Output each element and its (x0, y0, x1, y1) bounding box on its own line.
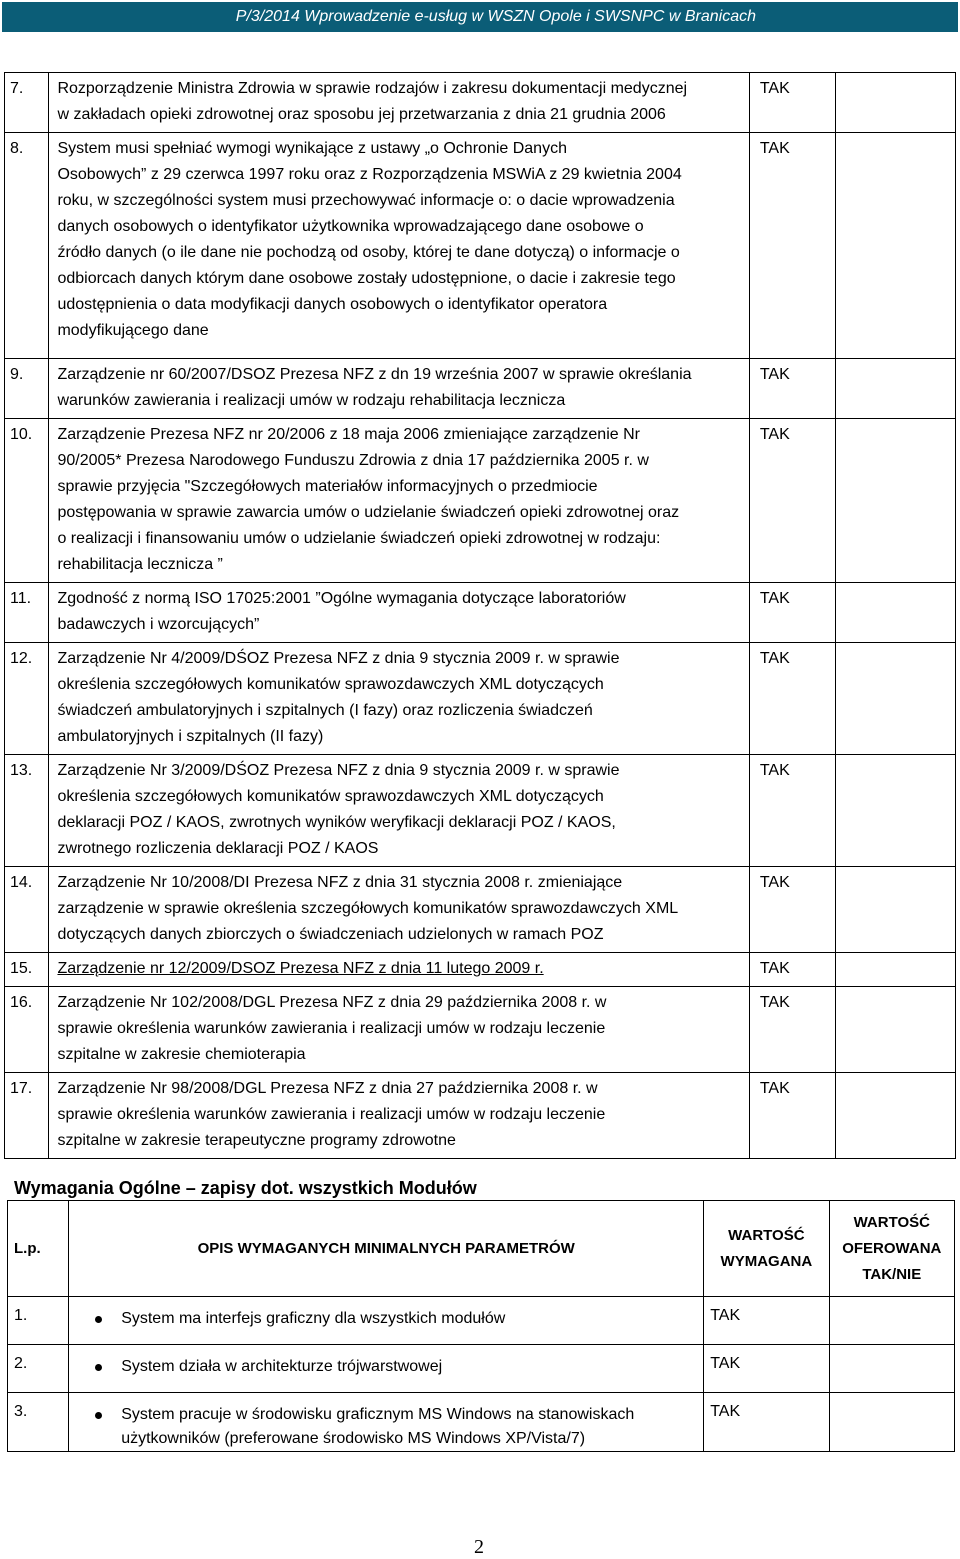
offered-value-cell (835, 419, 955, 583)
offered-value-cell (829, 1297, 954, 1345)
row-value: TAK (749, 583, 835, 643)
section-title: Wymagania Ogólne – zapisy dot. wszystkich Modułów (14, 1178, 477, 1198)
requirement-value: TAK (704, 1393, 829, 1452)
requirement-description (69, 1345, 704, 1393)
description-line: rehabilitacja lecznicza ” (57, 556, 223, 573)
bullet-icon (95, 1316, 102, 1323)
description-line: sprawie określenia warunków zawierania i realizacji umów w rodzaju leczenie (57, 1020, 606, 1037)
row-value: TAK (749, 133, 835, 359)
row-value: TAK (749, 755, 835, 867)
row-number: 8. (5, 133, 49, 359)
description-line: roku, w szczególności system musi przechowywać informacje o: o dacie wprowadzenia (57, 192, 675, 209)
description-line: System pracuje w środowisku graficznym MS Windows na stanowiskach (121, 1406, 635, 1423)
row-description (49, 1073, 749, 1159)
document-header (2, 2, 958, 32)
row-description (49, 73, 749, 133)
row-description (49, 359, 749, 419)
requirements-header-row (8, 1201, 955, 1297)
description-line: ambulatoryjnych i szpitalnych (II fazy) (57, 728, 324, 745)
row-number: 14. (5, 867, 49, 953)
description-line: badawczych i wzorcujących” (57, 616, 260, 633)
offered-value-cell (835, 1073, 955, 1159)
row-number: 16. (5, 987, 49, 1073)
row-number: 12. (5, 643, 49, 755)
offered-value-cell (835, 867, 955, 953)
description-line: dotyczących danych zbiorczych o świadczeniach udzielonych w ramach POZ (57, 926, 604, 943)
description-line: deklaracji POZ / KAOS, zwrotnych wyników weryfikacji deklaracji POZ / KAOS, (57, 814, 616, 831)
regulation-row (5, 755, 956, 867)
requirements-table (7, 1200, 955, 1452)
row-number: 13. (5, 755, 49, 867)
row-number: 10. (5, 419, 49, 583)
row-value: TAK (749, 359, 835, 419)
regulation-row (5, 73, 956, 133)
description-line: Zarządzenie Nr 10/2008/DI Prezesa NFZ z dnia 31 stycznia 2008 r. zmieniające (57, 874, 623, 891)
regulation-row (5, 419, 956, 583)
description-line: modyfikującego dane (57, 322, 209, 339)
header-ofe-line-1: WARTOŚĆ (853, 1213, 930, 1231)
offered-value-cell (835, 987, 955, 1073)
description-line: świadczeń ambulatoryjnych i szpitalnych (I fazy) oraz rozliczenia świadczeń (57, 702, 593, 719)
description-line: użytkowników (preferowane środowisko MS Windows XP/Vista/7) (121, 1430, 586, 1447)
row-number: 17. (5, 1073, 49, 1159)
row-value: TAK (749, 987, 835, 1073)
regulation-row (5, 867, 956, 953)
regulation-row (5, 987, 956, 1073)
bullet-icon (95, 1412, 102, 1419)
offered-value-cell (835, 73, 955, 133)
description-line: danych osobowych o identyfikator użytkownika wprowadzającego dane osobowe o (57, 218, 644, 235)
description-line: Zarządzenie Nr 98/2008/DGL Prezesa NFZ z dnia 27 października 2008 r. w (57, 1080, 598, 1097)
description-line: sprawie określenia warunków zawierania i realizacji umów w rodzaju leczenie (57, 1106, 606, 1123)
description-line: 90/2005* Prezesa Narodowego Funduszu Zdrowia z dnia 17 października 2005 r. w (57, 452, 649, 469)
offered-value-cell (835, 755, 955, 867)
description-line: postępowania w sprawie zawarcia umów o udzielanie świadczeń opieki zdrowotnej oraz (57, 504, 680, 521)
regulation-row (5, 1073, 956, 1159)
header-ofe-line-3: TAK/NIE (862, 1265, 922, 1283)
regulation-row (5, 133, 956, 359)
header-lp: L.p. (8, 1201, 69, 1297)
regulation-row (5, 953, 956, 987)
requirement-row (8, 1393, 955, 1452)
description-line: Zarządzenie nr 12/2009/DSOZ Prezesa NFZ z dnia 11 lutego 2009 r. (57, 960, 544, 977)
row-value: TAK (749, 953, 835, 987)
requirement-value: TAK (704, 1297, 829, 1345)
description-line: warunków zawierania i realizacji umów w rodzaju rehabilitacja lecznicza (57, 392, 566, 409)
header-wartosc-wymagana (704, 1201, 829, 1297)
row-value: TAK (749, 73, 835, 133)
offered-value-cell (835, 359, 955, 419)
requirement-row (8, 1345, 955, 1393)
requirement-number: 3. (8, 1393, 69, 1452)
description-line: w zakładach opieki zdrowotnej oraz sposobu jej przetwarzania z dnia 21 grudnia 2006 (57, 106, 666, 123)
description-line: Zarządzenie nr 60/2007/DSOZ Prezesa NFZ z dn 19 września 2007 w sprawie określania (57, 366, 692, 383)
description-line: zwrotnego rozliczenia deklaracji POZ / KAOS (57, 840, 379, 857)
row-number: 7. (5, 73, 49, 133)
offered-value-cell (835, 643, 955, 755)
description-line: określenia szczegółowych komunikatów sprawozdawczych XML dotyczących (57, 788, 604, 805)
row-description (49, 867, 749, 953)
row-value: TAK (749, 1073, 835, 1159)
row-description (49, 755, 749, 867)
row-description (49, 643, 749, 755)
description-line: określenia szczegółowych komunikatów sprawozdawczych XML dotyczących (57, 676, 604, 693)
description-line: System działa w architekturze trójwarstwowej (121, 1358, 443, 1375)
description-line: szpitalne w zakresie terapeutyczne programy zdrowotne (57, 1132, 456, 1149)
row-description (49, 133, 749, 359)
requirement-number: 2. (8, 1345, 69, 1393)
description-line: źródło danych (o ile dane nie pochodzą od osoby, której te dane dotyczą) o informacje o (57, 244, 680, 261)
offered-value-cell (835, 583, 955, 643)
regulation-row (5, 643, 956, 755)
row-value: TAK (749, 419, 835, 583)
row-value: TAK (749, 643, 835, 755)
row-number: 11. (5, 583, 49, 643)
offered-value-cell (829, 1393, 954, 1452)
requirement-number: 1. (8, 1297, 69, 1345)
description-line: System ma interfejs graficzny dla wszystkich modułów (121, 1310, 506, 1327)
row-description (49, 987, 749, 1073)
row-number: 15. (5, 953, 49, 987)
description-line: Osobowych” z 29 czerwca 1997 roku oraz z Rozporządzenia MSWiA z 29 kwietnia 2004 (57, 166, 682, 183)
description-line: sprawie przyjęcia "Szczegółowych materiałów informacyjnych o przedmiocie (57, 478, 598, 495)
description-line: Zarządzenie Nr 4/2009/DŚOZ Prezesa NFZ z dnia 9 stycznia 2009 r. w sprawie (57, 650, 620, 667)
row-value: TAK (749, 867, 835, 953)
header-wartosc-oferowana (829, 1201, 954, 1297)
description-line: Zarządzenie Nr 102/2008/DGL Prezesa NFZ z dnia 29 października 2008 r. w (57, 994, 607, 1011)
requirement-value: TAK (704, 1345, 829, 1393)
offered-value-cell (829, 1345, 954, 1393)
regulation-row (5, 583, 956, 643)
header-title: P/3/2014 Wprowadzenie e-usług w WSZN Opole i SWSNPC w Branicach (235, 8, 756, 25)
regulation-row (5, 359, 956, 419)
description-line: o realizacji i finansowaniu umów o udzielanie świadczeń opieki zdrowotnej w rodzaju: (57, 530, 661, 547)
description-line: Rozporządzenie Ministra Zdrowia w sprawie rodzajów i zakresu dokumentacji medycznej (57, 80, 688, 97)
header-wym-line-1: WARTOŚĆ (728, 1226, 805, 1244)
description-line: szpitalne w zakresie chemioterapia (57, 1046, 306, 1063)
requirement-description (69, 1393, 704, 1452)
description-line: Zarządzenie Prezesa NFZ nr 20/2006 z 18 maja 2006 zmieniające zarządzenie Nr (57, 426, 640, 443)
row-description (49, 953, 749, 987)
requirement-row (8, 1297, 955, 1345)
header-wym-line-2: WYMAGANA (720, 1252, 813, 1270)
description-line: udostępnienia o data modyfikacji danych osobowych o identyfikator operatora (57, 296, 608, 313)
requirement-description (69, 1297, 704, 1345)
description-line: Zarządzenie Nr 3/2009/DŚOZ Prezesa NFZ z dnia 9 stycznia 2009 r. w sprawie (57, 762, 620, 779)
regulations-table (4, 72, 956, 1159)
row-description (49, 419, 749, 583)
bullet-icon (95, 1364, 102, 1371)
page-number: 2 (474, 1536, 484, 1558)
header-ofe-line-2: OFEROWANA (842, 1239, 942, 1257)
row-number: 9. (5, 359, 49, 419)
offered-value-cell (835, 953, 955, 987)
row-description (49, 583, 749, 643)
description-line: System musi spełniać wymogi wynikające z ustawy „o Ochronie Danych (57, 140, 567, 157)
header-opis: OPIS WYMAGANYCH MINIMALNYCH PARAMETRÓW (69, 1201, 704, 1297)
description-line: Zgodność z normą ISO 17025:2001 ”Ogólne wymagania dotyczące laboratoriów (57, 590, 626, 607)
description-line: zarządzenie w sprawie określenia szczegółowych komunikatów sprawozdawczych XML (57, 900, 679, 917)
description-line: odbiorcach danych którym dane osobowe zostały udostępnione, o dacie i zakresie tego (57, 270, 676, 287)
offered-value-cell (835, 133, 955, 359)
